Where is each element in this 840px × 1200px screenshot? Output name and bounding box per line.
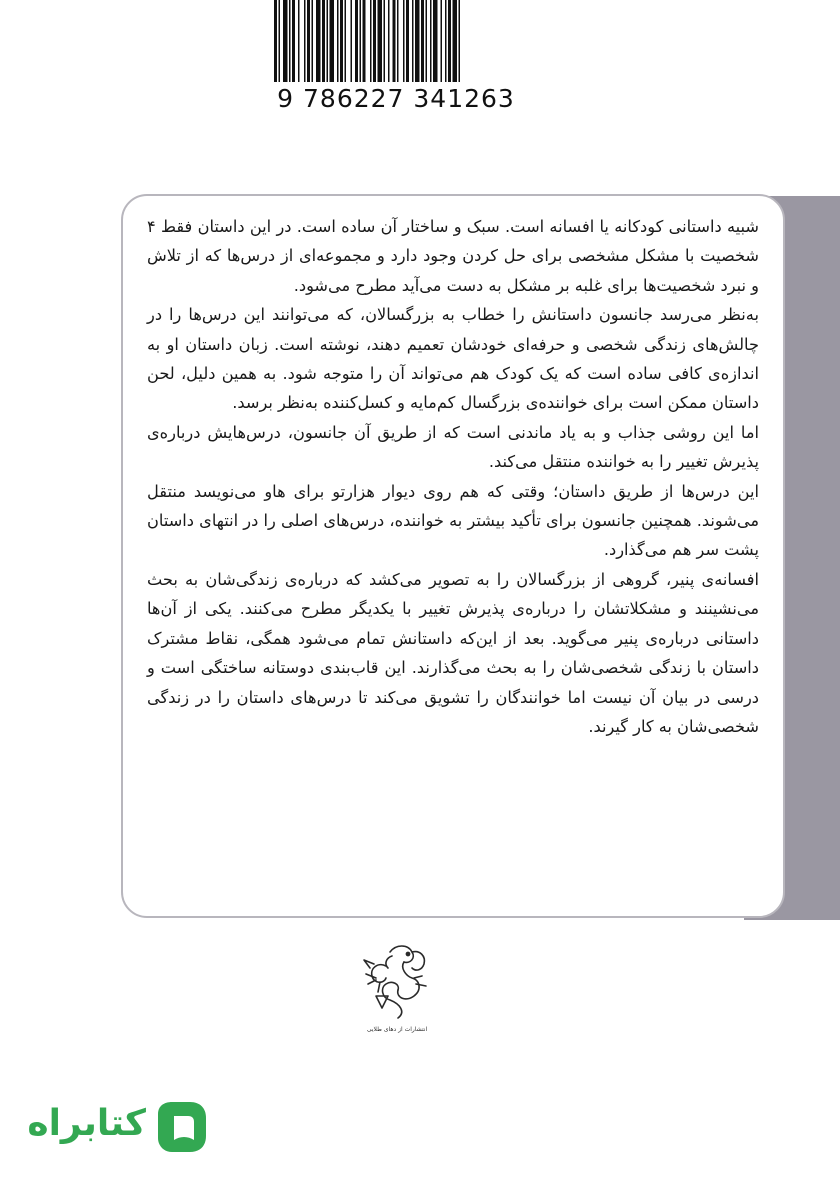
paragraph-5: افسانه‌ی پنیر، گروهی از بزرگسالان را به تصویر می‌کشد که درباره‌ی زندگی‌شان به بحث می‌نشینند و مشکلاتشان را درباره‌ی پذیرش تغییر با یکدیگر مطرح می‌کنند. یکی از آن‌ها داستانی درباره‌ی پنیر می‌گوید. بعد از این‌که داستانش تمام می‌شود همگی، نقاط مشترک داستان با زندگی شخصی‌شان را به بحث می‌گذارند. این قاب‌بندی دوستانه ساختگی است و درسی در بیان آن نیست اما خوانندگان را تشویق می‌کند تا درس‌های داستان را در زندگی شخصی‌شان به کار گیرند. [147, 569, 759, 736]
barcode-icon [274, 0, 518, 82]
publisher-caption: انتشارات از دهای طلایی [366, 1026, 428, 1033]
publisher-dragon-emblem [356, 938, 438, 1024]
ketabrah-logo-text: کتابراه [27, 1103, 146, 1144]
isbn-number: 9 786227 341263 [277, 84, 515, 113]
paragraph-1: شبیه داستانی کودکانه یا افسانه است. سبک و ساختار آن ساده است. در این داستان فقط ۴ شخصیت با مشکل مشخصی برای حل کردن وجود دارد و مجموعه‌ای از درس‌ها که از تلاش و نبرد شخصیت‌ها برای غلبه بر مشکل به دست می‌آید مطرح می‌شود. [147, 217, 759, 295]
ketabrah-logo-icon [150, 1096, 212, 1162]
paragraph-3: اما این روشی جذاب و به یاد ماندنی است که از طریق آن جانسون، درس‌هایش درباره‌ی پذیرش تغییر را به خواننده منتقل می‌کند. [147, 422, 759, 472]
paragraph-4: این درس‌ها از طریق داستان؛ وقتی که هم روی دیوار هزارتو برای هاو می‌نویسد منتقل می‌شوند. همچنین جانسون برای تأکید بیشتر به خواننده، درس‌های اصلی را در انتهای داستان پشت سر هم می‌گذارد. [147, 481, 759, 560]
back-cover-text [147, 212, 759, 741]
barcode [262, 0, 530, 118]
paragraph-2: به‌نظر می‌رسد جانسون داستانش را خطاب به بزرگسالان، که می‌توانند این درس‌ها را در چالش‌های زندگی شخصی و حرفه‌ای خودشان تعمیم دهند، نوشته است. زبان داستان او به اندازه‌ی کافی ساده است که یک کودک هم می‌تواند آن را متوجه شود. به همین دلیل، لحن داستان ممکن است برای خواننده‌ی بزرگسال کم‌مایه و کسل‌کننده به‌نظر برسد. [147, 305, 759, 413]
back-cover-text-box [121, 194, 785, 918]
